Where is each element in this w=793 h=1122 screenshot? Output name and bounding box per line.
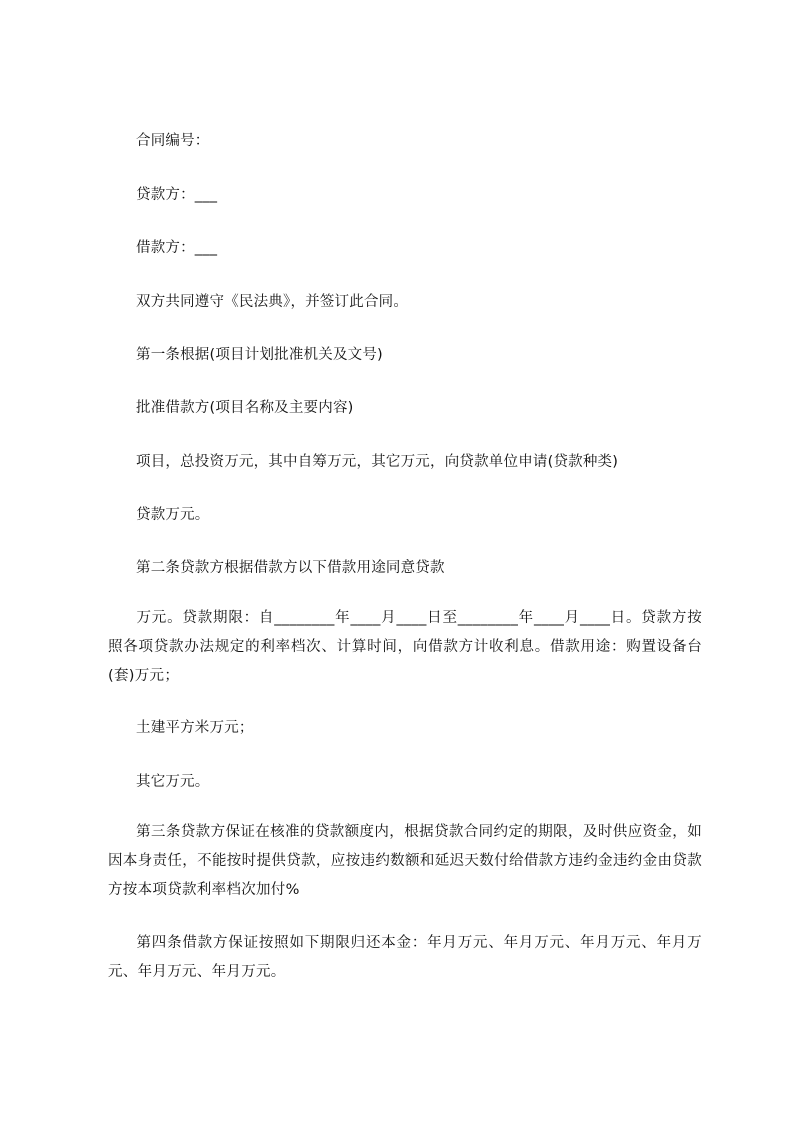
article-2-line: 第二条贷款方根据借款方以下借款用途同意贷款 bbox=[136, 560, 445, 576]
other-costs-line: 其它万元。 bbox=[136, 774, 210, 790]
contract-number-line: 合同编号： bbox=[136, 133, 210, 149]
loan-amount-line: 贷款万元。 bbox=[136, 507, 210, 523]
article-1-line: 第一条根据(项目计划批准机关及文号) bbox=[136, 347, 383, 363]
lender-line: 贷款方：___ bbox=[136, 187, 218, 203]
project-investment-line: 项目，总投资万元，其中自筹万元，其它万元，向贷款单位申请(贷款种类) bbox=[136, 454, 619, 470]
article-3-paragraph bbox=[108, 818, 702, 905]
civil-works-line: 土建平方米万元； bbox=[136, 720, 254, 736]
article-4-paragraph bbox=[108, 929, 702, 987]
loan-term-paragraph bbox=[108, 604, 702, 691]
loan-term-text: 万元。贷款期限：自________年____月____日至________年____月____日。贷款方按照各项贷款办法规定的利率档次、计算时间，向借款方计收利息。借款用途：购置设备台(套)万元； bbox=[108, 610, 702, 684]
article-4-text: 第四条借款方保证按照如下期限归还本金：年月万元、年月万元、年月万元、年月万元、年月万元、年月万元。 bbox=[108, 935, 702, 980]
article-3-text: 第三条贷款方保证在核准的贷款额度内，根据贷款合同约定的期限，及时供应资金，如因本身责任，不能按时提供贷款，应按违约数额和延迟天数付给借款方违约金违约金由贷款方按本项贷款利率档次加付% bbox=[108, 824, 702, 898]
agreement-line: 双方共同遵守《民法典》，并签订此合同。 bbox=[136, 294, 409, 310]
borrower-line: 借款方：___ bbox=[136, 240, 218, 256]
approved-borrower-line: 批准借款方(项目名称及主要内容) bbox=[136, 400, 354, 416]
